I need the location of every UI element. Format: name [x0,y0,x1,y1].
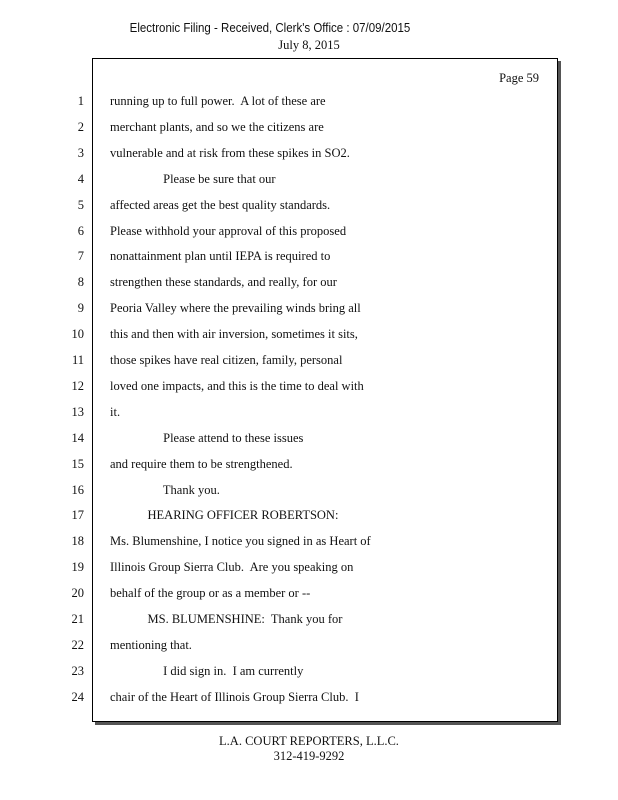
line-number: 12 [71,379,84,393]
filing-stamp: Electronic Filing - Received, Clerk's Office : 07/09/2015 [129,21,411,35]
line-number: 22 [71,638,84,652]
line-number: 15 [71,457,84,471]
line-number: 7 [77,249,84,263]
line-number: 13 [71,405,84,419]
line-number: 24 [71,690,84,704]
line-number: 6 [77,224,84,238]
line-text: Thank you. [110,483,220,497]
line-number: 9 [77,301,84,315]
line-text: vulnerable and at risk from these spikes in SO2. [110,146,350,160]
line-text: Peoria Valley where the prevailing winds bring all [110,301,361,315]
line-number: 1 [77,94,84,108]
line-number: 21 [71,612,84,626]
line-text: running up to full power. A lot of these are [110,94,326,108]
page-number: Page 59 [499,71,539,85]
line-number: 19 [71,560,84,574]
line-text: MS. BLUMENSHINE: Thank you for [110,612,343,626]
line-text: nonattainment plan until IEPA is required to [110,249,331,263]
line-number: 14 [71,431,84,445]
line-number: 2 [77,120,84,134]
line-text: loved one impacts, and this is the time to deal with [110,379,364,393]
line-number: 10 [71,327,84,341]
line-number: 23 [71,664,84,678]
line-number: 5 [77,198,84,212]
line-text: Illinois Group Sierra Club. Are you speaking on [110,560,354,574]
line-text: this and then with air inversion, sometimes it sits, [110,327,358,341]
reporter-phone: 312-419-9292 [273,749,345,763]
filing-date: July 8, 2015 [278,38,340,52]
line-text: Ms. Blumenshine, I notice you signed in as Heart of [110,534,371,548]
line-number: 8 [77,275,84,289]
line-number: 11 [71,353,84,367]
reporter-company: L.A. COURT REPORTERS, L.L.C. [219,734,399,748]
line-text: behalf of the group or as a member or -- [110,586,311,600]
line-number: 18 [71,534,84,548]
line-text: merchant plants, and so we the citizens are [110,120,324,134]
line-number: 16 [71,483,84,497]
line-text: strengthen these standards, and really, for our [110,275,337,289]
line-text: it. [110,405,121,419]
line-text: and require them to be strengthened. [110,457,293,471]
line-text: chair of the Heart of Illinois Group Sierra Club. I [110,690,359,704]
line-text: those spikes have real citizen, family, personal [110,353,343,367]
line-text: mentioning that. [110,638,192,652]
line-number: 4 [77,172,84,186]
line-text: affected areas get the best quality standards. [110,198,331,212]
line-number: 20 [71,586,84,600]
line-text: Please be sure that our [110,172,276,186]
line-number: 17 [71,508,84,522]
line-text: I did sign in. I am currently [110,664,304,678]
line-text: Please attend to these issues [110,431,304,445]
line-text: HEARING OFFICER ROBERTSON: [110,508,339,522]
line-text: Please withhold your approval of this proposed [110,224,347,238]
line-number: 3 [77,146,84,160]
